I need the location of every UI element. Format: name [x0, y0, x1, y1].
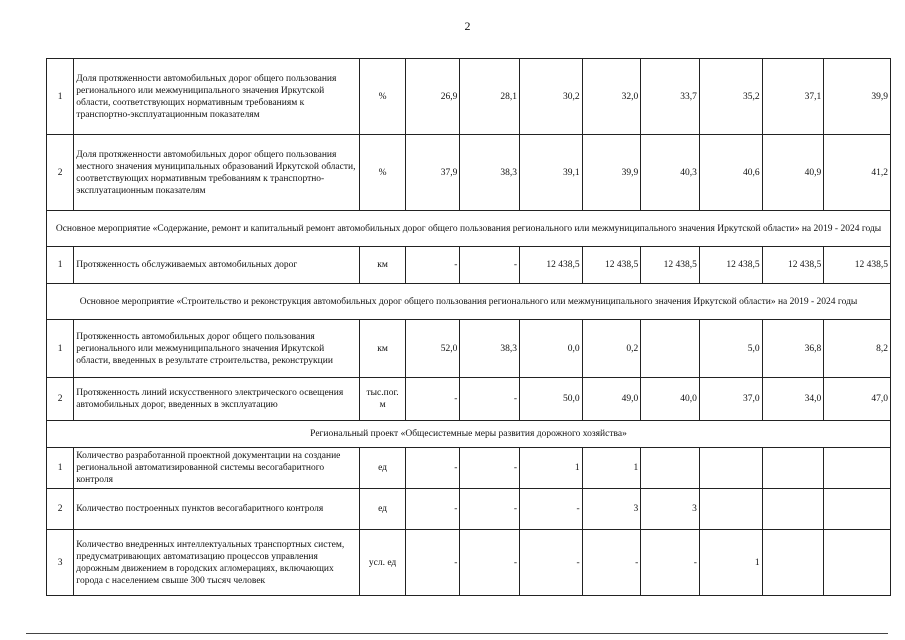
- value-cell: 3: [641, 489, 700, 530]
- value-cell: 12 438,5: [762, 247, 824, 284]
- table-row: [47, 489, 891, 530]
- value-cell: 37,9: [405, 135, 460, 211]
- value-cell: 50,0: [520, 378, 583, 421]
- row-number: 1: [47, 320, 74, 378]
- value-cell: -: [520, 489, 583, 530]
- table-row: [47, 378, 891, 421]
- value-cell: 40,0: [641, 378, 700, 421]
- value-cell: -: [460, 448, 520, 489]
- table-row: [47, 135, 891, 211]
- value-cell: 35,2: [699, 59, 762, 135]
- value-cell: 0,0: [520, 320, 583, 378]
- indicator-name: Количество внедренных интеллектуальных транспортных систем, предусматривающих автоматизацию процессов управления дорожным движением в городских агломерациях, включающих города с населением свыше 300 тысяч человек: [74, 530, 360, 596]
- indicator-name: Доля протяженности автомобильных дорог общего пользования регионального или межмуниципального значения Иркутской области, соответствующих нормативным требованиям к транспортно-эксплуатационным показателям: [74, 59, 360, 135]
- indicator-name: Доля протяженности автомобильных дорог общего пользования местного значения муниципальных образований Иркутской области, соответствующих нормативным требованиям к транспортно-эксплуатационным показателям: [74, 135, 360, 211]
- indicator-name: Протяженность линий искусственного электрического освещения автомобильных дорог, введенных в эксплуатацию: [74, 378, 360, 421]
- value-cell: [762, 489, 824, 530]
- unit-cell: %: [360, 135, 405, 211]
- section-header-row: [47, 211, 891, 247]
- value-cell: 39,9: [824, 59, 891, 135]
- value-cell: [699, 489, 762, 530]
- section-header: Основное мероприятие «Содержание, ремонт и капитальный ремонт автомобильных дорог общего пользования регионального или межмуниципального значения Иркутской области» на 2019 - 2024 годы: [47, 211, 891, 247]
- value-cell: 39,9: [582, 135, 641, 211]
- value-cell: [762, 530, 824, 596]
- section-header-row: [47, 421, 891, 448]
- value-cell: 5,0: [699, 320, 762, 378]
- value-cell: [824, 489, 891, 530]
- value-cell: -: [405, 448, 460, 489]
- value-cell: [641, 448, 700, 489]
- value-cell: [824, 530, 891, 596]
- indicator-name: Количество построенных пунктов весогабаритного контроля: [74, 489, 360, 530]
- table-row: [47, 59, 891, 135]
- value-cell: 40,6: [699, 135, 762, 211]
- table-row: [47, 320, 891, 378]
- value-cell: -: [460, 530, 520, 596]
- value-cell: 33,7: [641, 59, 700, 135]
- value-cell: 1: [520, 448, 583, 489]
- value-cell: 30,2: [520, 59, 583, 135]
- value-cell: 47,0: [824, 378, 891, 421]
- indicators-table: [46, 58, 891, 596]
- value-cell: 12 438,5: [699, 247, 762, 284]
- table-row: [47, 448, 891, 489]
- value-cell: 37,1: [762, 59, 824, 135]
- value-cell: 32,0: [582, 59, 641, 135]
- row-number: 2: [47, 135, 74, 211]
- value-cell: 49,0: [582, 378, 641, 421]
- value-cell: 38,3: [460, 320, 520, 378]
- page-number: 2: [464, 19, 471, 33]
- value-cell: -: [460, 247, 520, 284]
- value-cell: 37,0: [699, 378, 762, 421]
- indicator-name: Количество разработанной проектной документации на создание региональной автоматизированной системы весогабаритного контроля: [74, 448, 360, 489]
- indicator-name: Протяженность автомобильных дорог общего пользования регионального или межмуниципального значения Иркутской области, введенных в результате строительства, реконструкции: [74, 320, 360, 378]
- value-cell: 39,1: [520, 135, 583, 211]
- indicator-name: Протяженность обслуживаемых автомобильных дорог: [74, 247, 360, 284]
- value-cell: [641, 320, 700, 378]
- section-header-row: [47, 284, 891, 320]
- value-cell: 34,0: [762, 378, 824, 421]
- value-cell: 12 438,5: [582, 247, 641, 284]
- value-cell: -: [460, 378, 520, 421]
- value-cell: [824, 448, 891, 489]
- value-cell: 12 438,5: [520, 247, 583, 284]
- table-row: [47, 530, 891, 596]
- value-cell: 1: [699, 530, 762, 596]
- unit-cell: км: [360, 320, 405, 378]
- row-number: 1: [47, 448, 74, 489]
- value-cell: 40,3: [641, 135, 700, 211]
- value-cell: -: [641, 530, 700, 596]
- unit-cell: км: [360, 247, 405, 284]
- unit-cell: ед: [360, 489, 405, 530]
- value-cell: 41,2: [824, 135, 891, 211]
- bottom-rule: [26, 633, 888, 634]
- value-cell: -: [460, 489, 520, 530]
- row-number: 1: [47, 247, 74, 284]
- value-cell: 38,3: [460, 135, 520, 211]
- value-cell: 1: [582, 448, 641, 489]
- row-number: 2: [47, 378, 74, 421]
- table-row: [47, 247, 891, 284]
- row-number: 3: [47, 530, 74, 596]
- unit-cell: тыс.пог. м: [360, 378, 405, 421]
- row-number: 1: [47, 59, 74, 135]
- unit-cell: ед: [360, 448, 405, 489]
- unit-cell: %: [360, 59, 405, 135]
- value-cell: 28,1: [460, 59, 520, 135]
- value-cell: 52,0: [405, 320, 460, 378]
- value-cell: -: [405, 530, 460, 596]
- value-cell: -: [405, 247, 460, 284]
- value-cell: 26,9: [405, 59, 460, 135]
- value-cell: 12 438,5: [824, 247, 891, 284]
- table-body: [47, 59, 891, 596]
- value-cell: -: [582, 530, 641, 596]
- row-number: 2: [47, 489, 74, 530]
- value-cell: -: [405, 378, 460, 421]
- value-cell: 3: [582, 489, 641, 530]
- value-cell: -: [405, 489, 460, 530]
- section-header: Основное мероприятие «Строительство и реконструкция автомобильных дорог общего пользования регионального или межмуниципального значения Иркутской области» на 2019 - 2024 годы: [47, 284, 891, 320]
- value-cell: 8,2: [824, 320, 891, 378]
- value-cell: 12 438,5: [641, 247, 700, 284]
- value-cell: 40,9: [762, 135, 824, 211]
- section-header: Региональный проект «Общесистемные меры развития дорожного хозяйства»: [47, 421, 891, 448]
- value-cell: [762, 448, 824, 489]
- unit-cell: усл. ед: [360, 530, 405, 596]
- value-cell: 36,8: [762, 320, 824, 378]
- value-cell: 0,2: [582, 320, 641, 378]
- value-cell: [699, 448, 762, 489]
- value-cell: -: [520, 530, 583, 596]
